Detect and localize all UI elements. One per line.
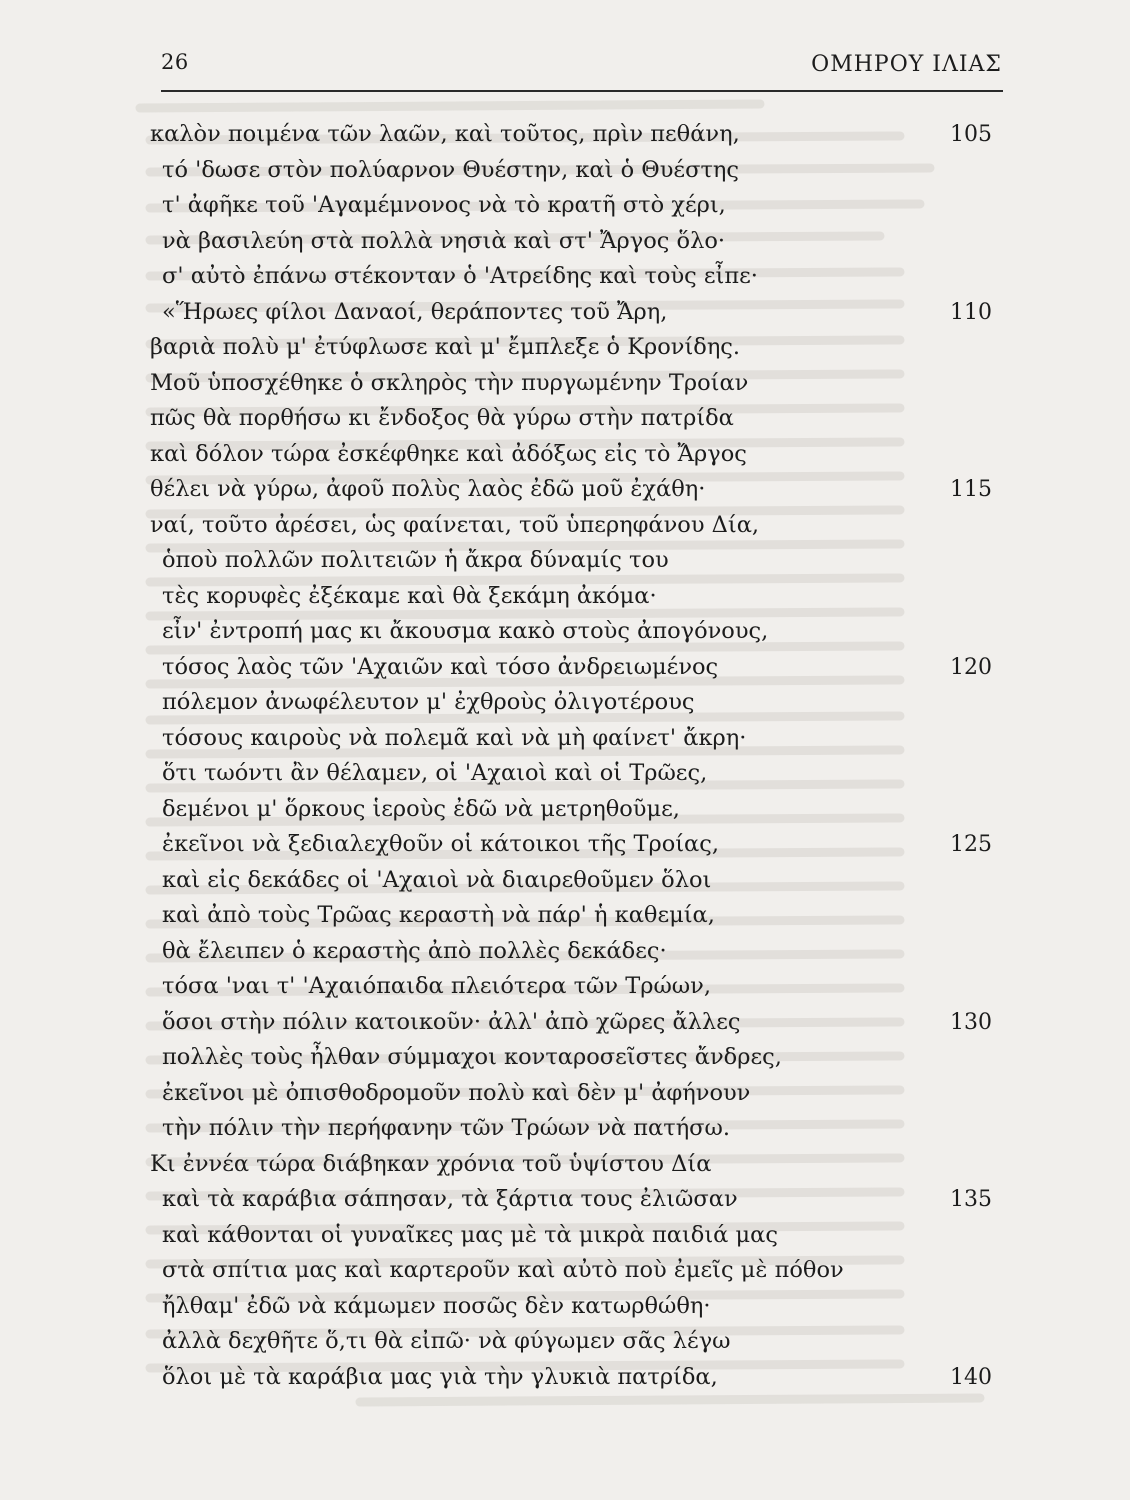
verse-line-text: τόσους καιροὺς νὰ πολεμᾶ καὶ νὰ μὴ φαίνετ' ἄκρη· (162, 724, 747, 751)
verse-line (0, 259, 1130, 295)
verse-line (0, 1076, 1130, 1112)
verse-line-text: πῶς θὰ πορθήσω κι ἔνδοξος θὰ γύρω στὴν πατρίδα (150, 405, 734, 431)
verse-line (0, 792, 1130, 828)
verse-line (0, 188, 1130, 224)
page-number: 26 (161, 50, 189, 74)
verse-line-text: τ' ἀφῆκε τοῦ 'Αγαμέμνονος νὰ τὸ κρατῆ στὸ χέρι, (162, 192, 726, 218)
verse-line (0, 1040, 1130, 1076)
line-number: 130 (950, 1009, 992, 1035)
verse-line (0, 827, 1130, 863)
verse-line-text: τόσος λαὸς τῶν 'Αχαιῶν καὶ τόσο ἀνδρειωμένος (162, 653, 719, 680)
verse-line-text: καὶ δόλον τώρα ἐσκέφθηκε καὶ ἀδόξως εἰς τὸ Ἄργος (150, 440, 747, 467)
verse-line (0, 224, 1130, 260)
verse-line-text: καὶ ἀπὸ τοὺς Τρῶας κεραστὴ νὰ πάρ' ἡ καθεμία, (162, 902, 715, 928)
verse-line-text: «Ἥρωες φίλοι Δαναοί, θεράποντες τοῦ Ἄρη, (162, 298, 668, 325)
verse-line (0, 721, 1130, 757)
line-number: 140 (950, 1364, 992, 1390)
verse-line-text: ὁποὺ πολλῶν πολιτειῶν ἡ ἄκρα δύναμίς του (162, 547, 669, 573)
verse-line-text: θέλει νὰ γύρω, ἀφοῦ πολὺς λαὸς ἐδῶ μοῦ ἐχάθη· (150, 476, 706, 502)
verse-line-text: ὅτι τωόντι ἂν θέλαμεν, οἱ 'Αχαιοὶ καὶ οἱ Τρῶες, (162, 760, 708, 786)
verse-line-text: θὰ ἔλειπεν ὁ κεραστὴς ἀπὸ πολλὲς δεκάδες· (162, 937, 667, 964)
verse-line-text: εἶν' ἐντροπή μας κι ἄκουσμα κακὸ στοὺς ἀπογόνους, (162, 618, 769, 644)
verse-line (0, 401, 1130, 437)
running-title: ΟΜΗΡΟΥ ΙΛΙΑΣ (811, 52, 1002, 77)
verse-line (0, 579, 1130, 615)
verse-line (0, 1289, 1130, 1325)
verse-line (0, 934, 1130, 970)
verse-line (0, 1218, 1130, 1254)
verse-line-text: τό 'δωσε στὸν πολύαρνον Θυέστην, καὶ ὁ Θυέστης (162, 156, 739, 183)
verse-line-text: ἐκεῖνοι μὲ ὀπισθοδρομοῦν πολὺ καὶ δὲν μ' ἀφήνουν (162, 1079, 751, 1106)
verse-line (0, 1253, 1130, 1289)
verse-line-text: Μοῦ ὑποσχέθηκε ὁ σκληρὸς τὴν πυργωμένην Τροίαν (150, 369, 749, 396)
verse-line-text: ἐκεῖνοι νὰ ξεδιαλεχθοῦν οἱ κάτοικοι τῆς Τροίας, (162, 831, 720, 857)
line-number: 105 (950, 122, 992, 147)
verse-line-text: καὶ κάθονται οἱ γυναῖκες μας μὲ τὰ μικρὰ παιδιά μας (162, 1221, 778, 1248)
verse-line (0, 1360, 1130, 1396)
verse-line-text: καλὸν ποιμένα τῶν λαῶν, καὶ τοῦτος, πρὶν πεθάνη, (150, 121, 740, 147)
verse-line-text: δεμένοι μ' ὅρκους ἱεροὺς ἐδῶ νὰ μετρηθοῦμε, (162, 795, 680, 822)
verse-line-text: ναί, τοῦτο ἀρέσει, ὡς φαίνεται, τοῦ ὑπερηφάνου Δία, (150, 511, 760, 538)
verse-line-text: σ' αὐτὸ ἐπάνω στέκονταν ὁ 'Ατρείδης καὶ τοὺς εἶπε· (162, 263, 758, 289)
verse-text-block (0, 117, 1130, 1395)
verse-line (0, 117, 1130, 153)
verse-line (0, 508, 1130, 544)
verse-line (0, 543, 1130, 579)
verse-line-text: νὰ βασιλεύη στὰ πολλὰ νησιὰ καὶ στ' Ἄργος ὅλο· (162, 227, 726, 254)
verse-line (0, 1005, 1130, 1041)
verse-line-text: βαριὰ πολὺ μ' ἐτύφλωσε καὶ μ' ἔμπλεξε ὁ Κρονίδης. (150, 334, 741, 360)
verse-line (0, 366, 1130, 402)
verse-line (0, 1147, 1130, 1183)
verse-line (0, 969, 1130, 1005)
verse-line (0, 295, 1130, 331)
verse-line (0, 153, 1130, 189)
verse-line (0, 1324, 1130, 1360)
line-number: 120 (950, 654, 992, 680)
verse-line-text: Κι ἐννέα τώρα διάβηκαν χρόνια τοῦ ὑψίστου Δία (150, 1150, 712, 1177)
verse-line-text: ὅλοι μὲ τὰ καράβια μας γιὰ τὴν γλυκιὰ πατρίδα, (162, 1363, 718, 1390)
verse-line (0, 898, 1130, 934)
verse-line (0, 756, 1130, 792)
header-rule (161, 90, 1003, 92)
verse-line (0, 685, 1130, 721)
verse-line (0, 650, 1130, 686)
verse-line-text: πόλεμον ἀνωφέλευτον μ' ἐχθροὺς ὀλιγοτέρους (162, 689, 695, 715)
verse-line (0, 1182, 1130, 1218)
verse-line-text: ἀλλὰ δεχθῆτε ὅ,τι θὰ εἰπῶ· νὰ φύγωμεν σᾶς λέγω (162, 1328, 731, 1354)
verse-line (0, 437, 1130, 473)
verse-line (0, 472, 1130, 508)
line-number: 110 (950, 299, 992, 325)
verse-line-text: ἤλθαμ' ἐδῶ νὰ κάμωμεν ποσῶς δὲν κατωρθώθη· (162, 1292, 711, 1319)
verse-line-text: πολλὲς τοὺς ἦλθαν σύμμαχοι κονταροσεῖστες ἄνδρες, (162, 1044, 782, 1070)
verse-line-text: καὶ τὰ καράβια σάπησαν, τὰ ξάρτια τους ἐλιῶσαν (162, 1186, 738, 1212)
verse-line-text: τὲς κορυφὲς ἐξέκαμε καὶ θὰ ξεκάμη ἀκόμα· (162, 582, 657, 609)
line-number: 125 (950, 832, 992, 857)
verse-line (0, 330, 1130, 366)
verse-line-text: καὶ εἰς δεκάδες οἱ 'Αχαιοὶ νὰ διαιρεθοῦμεν ὅλοι (162, 866, 712, 893)
verse-line (0, 863, 1130, 899)
verse-line-text: τόσα 'ναι τ' 'Αχαιόπαιδα πλειότερα τῶν Τρώων, (162, 973, 711, 999)
verse-line (0, 614, 1130, 650)
verse-line-text: στὰ σπίτια μας καὶ καρτεροῦν καὶ αὐτὸ ποὺ ἐμεῖς μὲ πόθον (162, 1257, 844, 1283)
verse-line (0, 1111, 1130, 1147)
verse-line-text: ὅσοι στὴν πόλιν κατοικοῦν· ἀλλ' ἀπὸ χῶρες ἄλλες (162, 1008, 741, 1035)
line-number: 135 (950, 1187, 992, 1212)
line-number: 115 (950, 477, 992, 502)
verse-line-text: τὴν πόλιν τὴν περήφανην τῶν Τρώων νὰ πατήσω. (162, 1115, 731, 1141)
